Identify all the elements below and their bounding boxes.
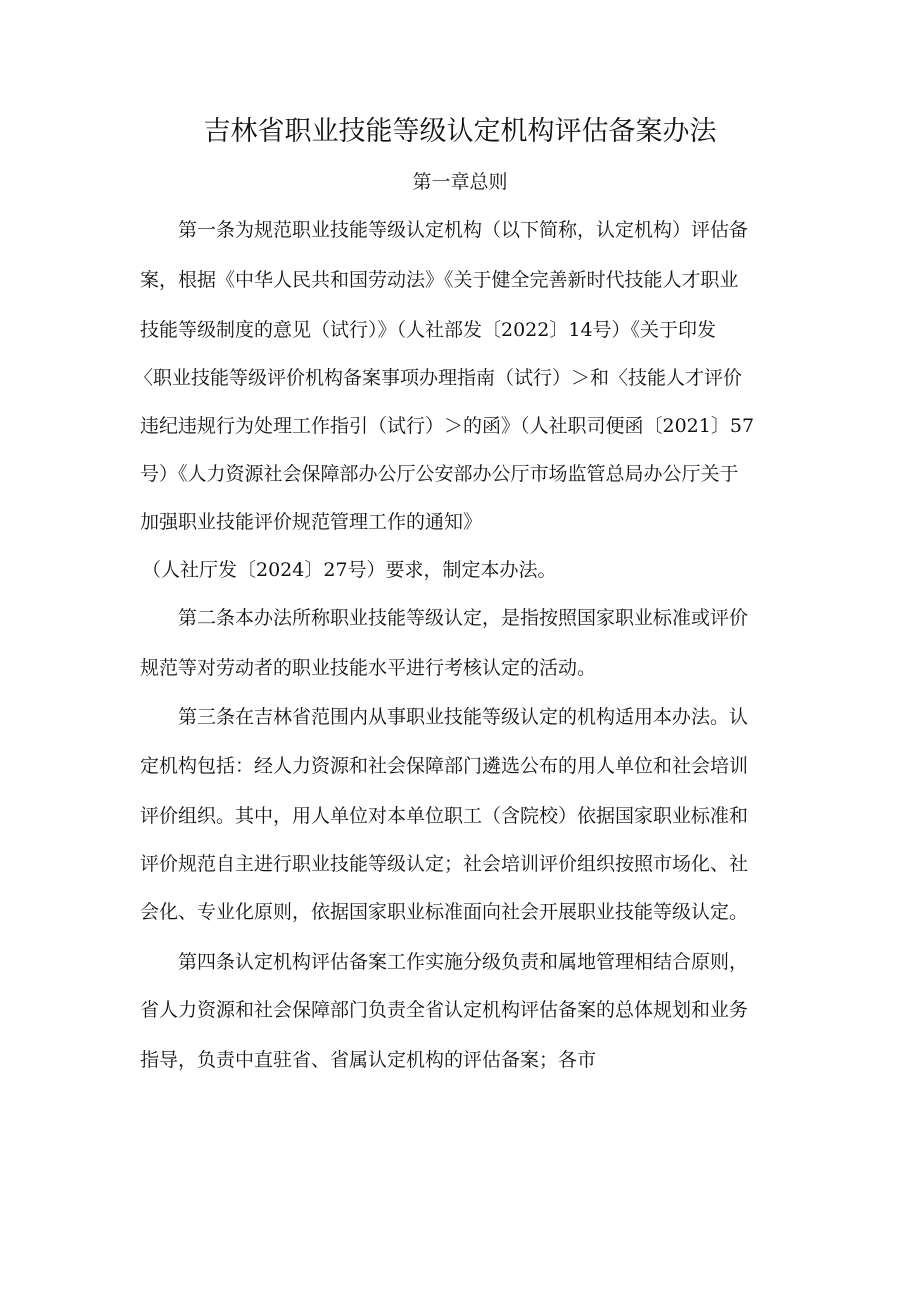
- paragraph-line: 第三条在吉林省范围内从事职业技能等级认定的机构适用本办法。认: [178, 706, 749, 728]
- paragraph-line: 加强职业技能评价规范管理工作的通知》: [140, 511, 483, 533]
- paragraph-line: 评价规范自主进行职业技能等级认定；社会培训评价组织按照市场化、社: [140, 853, 749, 875]
- paragraph-line: 第四条认定机构评估备案工作实施分级负责和属地管理相结合原则，: [178, 951, 749, 973]
- paragraph-line: 省人力资源和社会保障部门负责全省认定机构评估备案的总体规划和业务: [140, 999, 749, 1021]
- paragraph-line: 指导，负责中直驻省、省属认定机构的评估备案；各市: [140, 1049, 597, 1071]
- paragraph-line: 会化、专业化原则，依据国家职业标准面向社会开展职业技能等级认定。: [140, 901, 749, 923]
- paragraph-line: 第二条本办法所称职业技能等级认定，是指按照国家职业标准或评价: [178, 607, 749, 629]
- paragraph-line: 第一条为规范职业技能等级认定机构（以下简称，认定机构）评估备: [178, 219, 749, 241]
- paragraph-line: （人社厅发〔2024〕27号）要求，制定本办法。: [142, 559, 557, 581]
- paragraph-line: 〈职业技能等级评价机构备案事项办理指南（试行）＞和〈技能人才评价: [134, 367, 743, 389]
- chapter-heading: 第一章总则: [412, 171, 508, 193]
- paragraph-line: 规范等对劳动者的职业技能水平进行考核认定的活动。: [140, 657, 597, 679]
- document-title: 吉林省职业技能等级认定机构评估备案办法: [203, 116, 717, 147]
- paragraph-line: 评价组织。其中，用人单位对本单位职工（含院校）依据国家职业标准和: [140, 805, 749, 827]
- paragraph-line: 违纪违规行为处理工作指引（试行）＞的函》（人社职司便函〔2021〕57: [140, 415, 755, 437]
- paragraph-line: 技能等级制度的意见（试行）》（人社部发〔2022〕14号）《关于印发: [140, 319, 717, 341]
- paragraph-line: 案，根据《中华人民共和国劳动法》《关于健全完善新时代技能人才职业: [140, 269, 739, 291]
- paragraph-line: 定机构包括：经人力资源和社会保障部门遴选公布的用人单位和社会培训: [140, 755, 749, 777]
- paragraph-line: 号）《人力资源社会保障部办公厅公安部办公厅市场监管总局办公厅关于: [140, 463, 739, 485]
